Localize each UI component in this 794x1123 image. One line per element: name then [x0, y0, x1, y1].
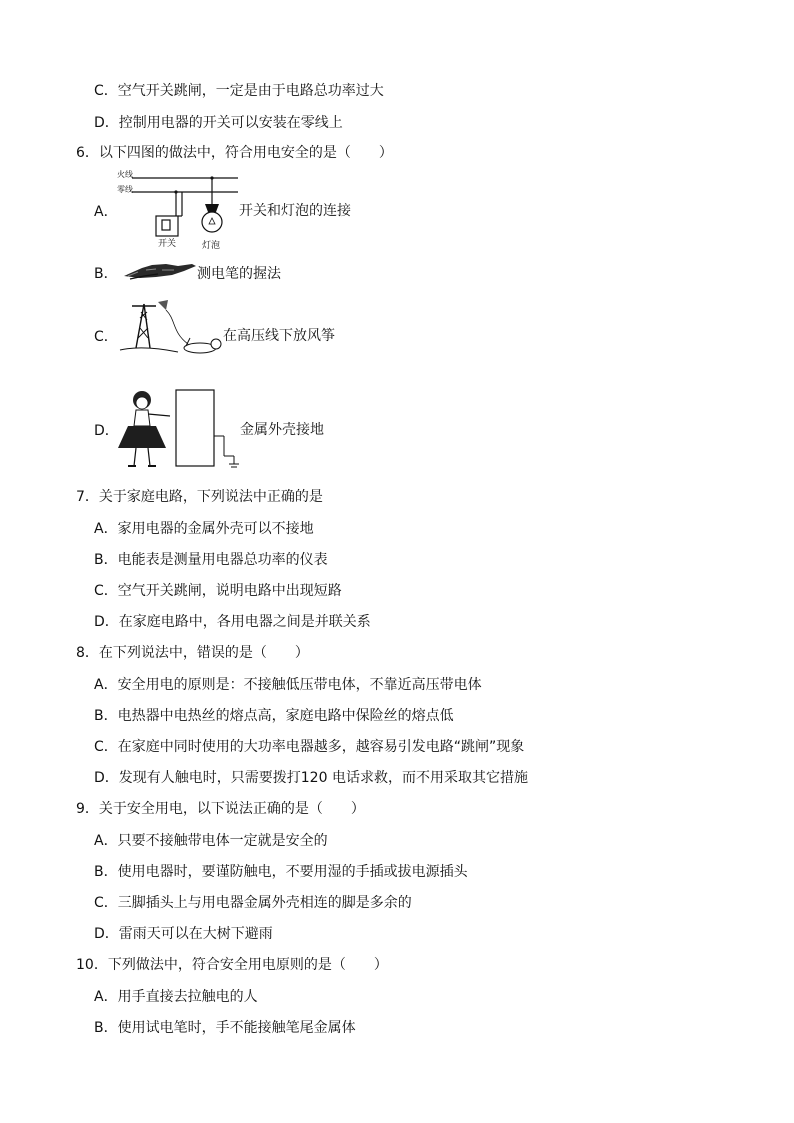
- q6-option-d-caption: 金属外壳接地: [240, 422, 324, 438]
- q9-option-d: D．雷雨天可以在大树下避雨: [94, 926, 273, 942]
- q6-option-b-caption: 测电笔的握法: [197, 266, 281, 282]
- q6-option-a-caption: 开关和灯泡的连接: [239, 203, 351, 219]
- q7-option-c: C．空气开关跳闸，说明电路中出现短路: [94, 583, 342, 599]
- question-7: 7．关于家庭电路，下列说法中正确的是: [76, 489, 323, 505]
- q8-option-a: A．安全用电的原则是：不接触低压带电体，不靠近高压带电体: [94, 677, 482, 693]
- q10-option-a: A．用手直接去拉触电的人: [94, 989, 258, 1005]
- switch-bulb-wiring-figure: [116, 168, 240, 254]
- neutral-wire-label: 零线: [117, 185, 133, 194]
- q6-option-b-label: B．: [94, 266, 118, 282]
- girl-fridge-grounding-figure: [118, 386, 244, 472]
- bulb-label: 灯泡: [202, 241, 221, 251]
- fire-wire-label: 火线: [117, 170, 133, 179]
- q6-option-a-label: A．: [94, 204, 118, 220]
- q9-option-b: B．使用电器时，要谨防触电，不要用湿的手插或拔电源插头: [94, 864, 468, 880]
- test-pen-grip-figure: [122, 260, 198, 282]
- question-6: 6．以下四图的做法中，符合用电安全的是（ ）: [76, 145, 393, 161]
- q8-option-d: D．发现有人触电时，只需要拨打120 电话求救，而不用采取其它措施: [94, 770, 528, 786]
- q6-option-c-caption: 在高压线下放风筝: [223, 328, 335, 344]
- kite-under-power-line-figure: [118, 298, 224, 358]
- q9-option-a: A．只要不接触带电体一定就是安全的: [94, 833, 328, 849]
- question-8: 8．在下列说法中，错误的是（ ）: [76, 645, 309, 661]
- q10-option-b: B．使用试电笔时，手不能接触笔尾金属体: [94, 1020, 356, 1036]
- q8-option-c: C．在家庭中同时使用的大功率电器越多，越容易引发电路“跳闸”现象: [94, 739, 525, 755]
- q7-option-d: D．在家庭电路中，各用电器之间是并联关系: [94, 614, 371, 630]
- q5-option-c: C．空气开关跳闸，一定是由于电路总功率过大: [94, 83, 384, 99]
- question-10: 10．下列做法中，符合安全用电原则的是（ ）: [76, 957, 388, 973]
- q5-option-d: D．控制用电器的开关可以安装在零线上: [94, 115, 343, 131]
- q6-option-d-label: D．: [94, 423, 119, 439]
- switch-label: 开关: [158, 239, 177, 249]
- q7-option-b: B．电能表是测量用电器总功率的仪表: [94, 552, 328, 568]
- question-9: 9．关于安全用电，以下说法正确的是（ ）: [76, 801, 365, 817]
- q6-option-c-label: C．: [94, 329, 118, 345]
- q9-option-c: C．三脚插头上与用电器金属外壳相连的脚是多余的: [94, 895, 412, 911]
- q8-option-b: B．电热器中电热丝的熔点高，家庭电路中保险丝的熔点低: [94, 708, 454, 724]
- q7-option-a: A．家用电器的金属外壳可以不接地: [94, 521, 314, 537]
